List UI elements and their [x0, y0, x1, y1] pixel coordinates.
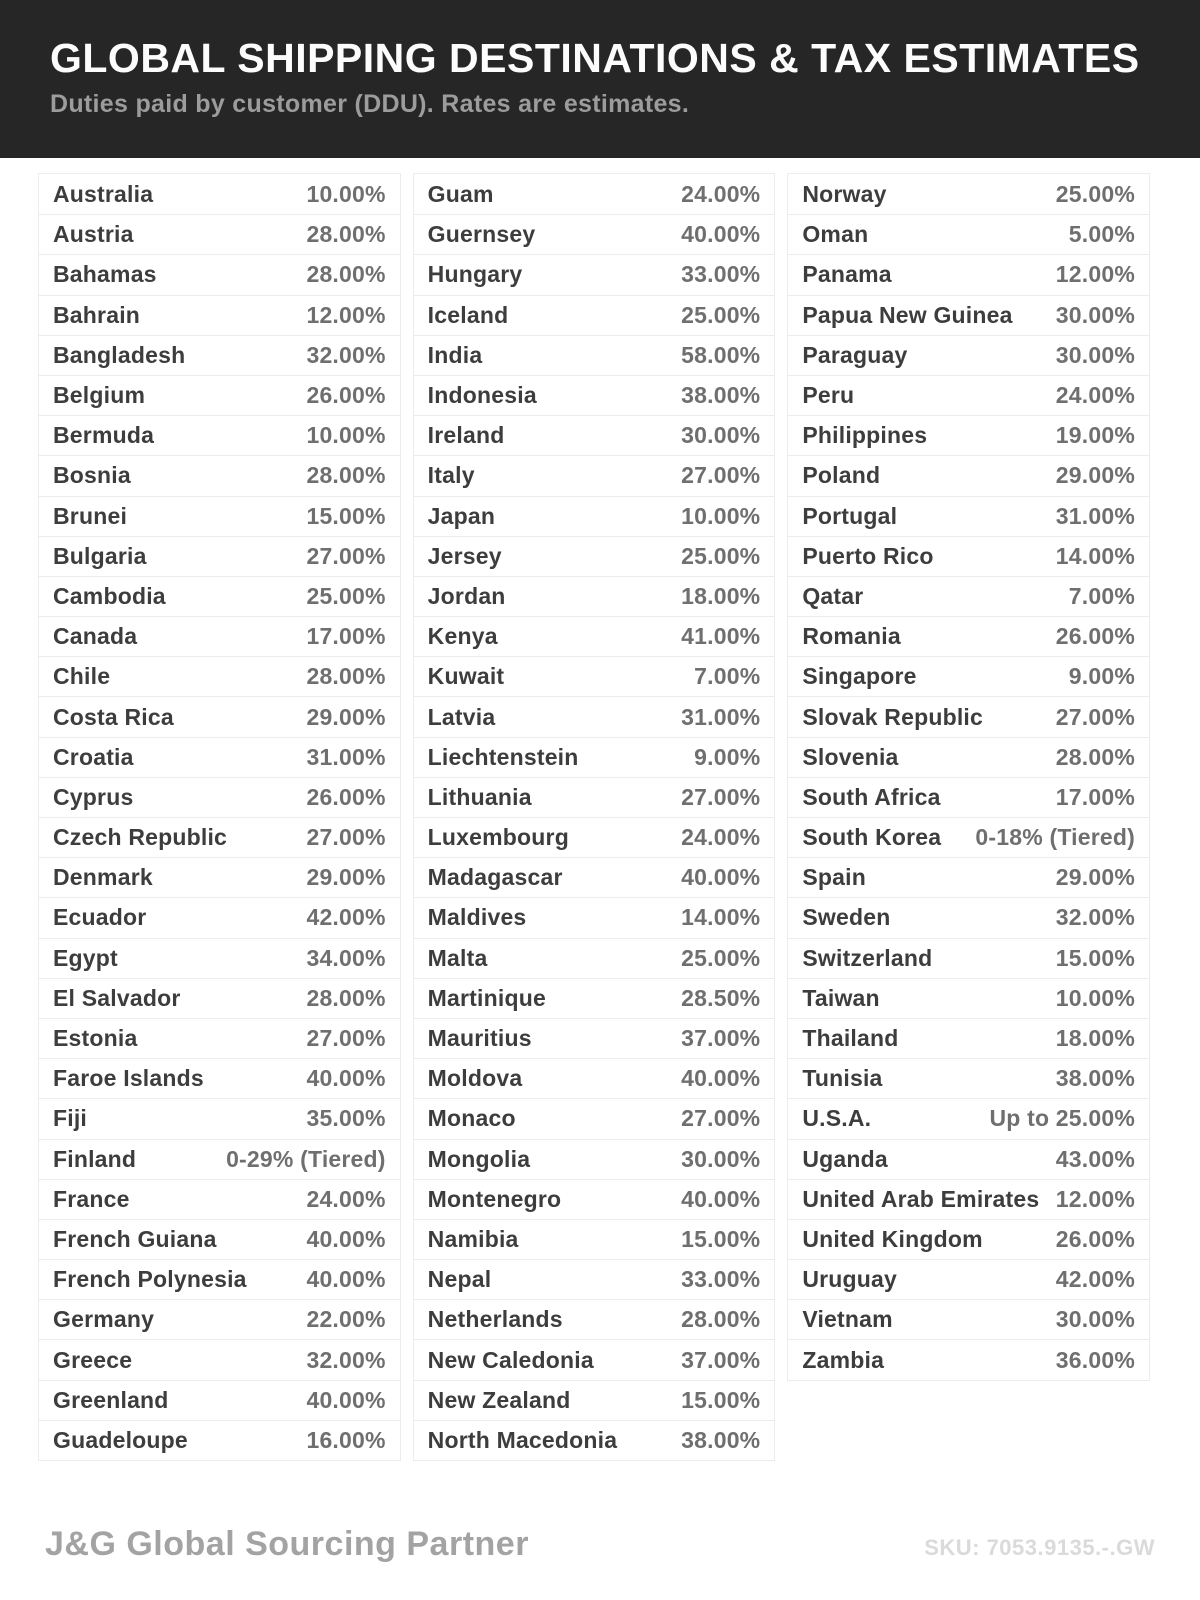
- tax-rate: 24.00%: [681, 180, 761, 207]
- country-name: Puerto Rico: [802, 542, 934, 569]
- country-name: Faroe Islands: [53, 1065, 204, 1092]
- table-row: [788, 1339, 1149, 1379]
- table-row: [788, 1299, 1149, 1339]
- table-row: [414, 576, 775, 616]
- table-row: [788, 335, 1149, 375]
- table-row: [788, 496, 1149, 536]
- tax-rate: 42.00%: [306, 904, 386, 931]
- tax-rate: 0-18% (Tiered): [975, 824, 1136, 851]
- table-column-2: [413, 173, 776, 1461]
- country-name: Chile: [53, 663, 111, 690]
- table-row: [414, 254, 775, 294]
- tax-rate: 37.00%: [681, 1025, 761, 1052]
- page-title: GLOBAL SHIPPING DESTINATIONS & TAX ESTIMATES: [50, 35, 1140, 81]
- country-name: Hungary: [427, 261, 523, 288]
- country-name: South Africa: [802, 783, 941, 810]
- tax-rate: 10.00%: [306, 422, 386, 449]
- tax-rate: 15.00%: [1055, 944, 1136, 971]
- tax-rate: 38.00%: [681, 1426, 761, 1453]
- country-name: Romania: [802, 623, 901, 650]
- tax-rate: 27.00%: [306, 542, 386, 569]
- country-name: Fiji: [53, 1105, 88, 1132]
- country-name: Switzerland: [802, 944, 933, 971]
- table-row: [414, 817, 775, 857]
- tax-rate: 27.00%: [1055, 703, 1136, 730]
- country-name: Czech Republic: [53, 824, 228, 851]
- table-row: [788, 897, 1149, 937]
- tax-rate: 10.00%: [681, 502, 761, 529]
- table-row: [414, 616, 775, 656]
- table-row: [39, 1139, 400, 1179]
- country-name: Moldova: [427, 1065, 523, 1092]
- tax-rate: 22.00%: [306, 1306, 386, 1333]
- country-name: Bahamas: [53, 261, 157, 288]
- tax-rate: 35.00%: [306, 1105, 386, 1132]
- table-row: [414, 1339, 775, 1379]
- table-row: [414, 174, 775, 214]
- table-row: [788, 415, 1149, 455]
- country-name: France: [53, 1185, 130, 1212]
- table-row: [788, 1179, 1149, 1219]
- tax-rate: 41.00%: [681, 623, 761, 650]
- country-name: Maldives: [427, 904, 527, 931]
- table-row: [39, 897, 400, 937]
- tax-rate: 27.00%: [306, 824, 386, 851]
- tax-rate: 17.00%: [1055, 783, 1136, 810]
- tax-rate: 40.00%: [306, 1386, 386, 1413]
- table-row: [39, 335, 400, 375]
- country-name: Sweden: [802, 904, 891, 931]
- country-name: Brunei: [53, 502, 128, 529]
- tax-rate: 38.00%: [1055, 1065, 1136, 1092]
- country-name: Jersey: [427, 542, 502, 569]
- tax-rate: 28.50%: [681, 984, 761, 1011]
- tax-rate: 29.00%: [1055, 864, 1136, 891]
- country-name: Uruguay: [802, 1266, 898, 1293]
- table-row: [39, 1299, 400, 1339]
- country-name: Nepal: [427, 1266, 492, 1293]
- country-name: Croatia: [53, 743, 134, 770]
- country-name: Bahrain: [53, 301, 141, 328]
- table-row: [788, 174, 1149, 214]
- table-row: [414, 1299, 775, 1339]
- table-row: [788, 1058, 1149, 1098]
- table-row: [414, 335, 775, 375]
- tax-rate: 25.00%: [306, 582, 386, 609]
- country-name: Portugal: [802, 502, 898, 529]
- tax-rate: 29.00%: [306, 864, 386, 891]
- tax-rate: 28.00%: [306, 984, 386, 1011]
- country-name: Slovak Republic: [802, 703, 984, 730]
- table-row: [788, 254, 1149, 294]
- table-row: [414, 1219, 775, 1259]
- table-row: [788, 978, 1149, 1018]
- table-row: [414, 1058, 775, 1098]
- table-row: [39, 214, 400, 254]
- tax-rate: 14.00%: [681, 904, 761, 931]
- country-name: Ireland: [427, 422, 505, 449]
- country-name: Indonesia: [427, 382, 537, 409]
- country-name: Uganda: [802, 1145, 888, 1172]
- table-row: [788, 656, 1149, 696]
- country-name: Philippines: [802, 422, 928, 449]
- tax-rate: 40.00%: [681, 221, 761, 248]
- tax-rate: 33.00%: [681, 261, 761, 288]
- table-row: [788, 1259, 1149, 1299]
- country-name: Paraguay: [802, 341, 908, 368]
- tax-rate: 15.00%: [681, 1225, 761, 1252]
- country-name: Madagascar: [427, 864, 563, 891]
- table-row: [39, 938, 400, 978]
- tax-rate: 27.00%: [306, 1025, 386, 1052]
- table-row: [414, 897, 775, 937]
- tax-rate: 33.00%: [681, 1266, 761, 1293]
- tax-rate: 40.00%: [681, 1185, 761, 1212]
- table-row: [39, 817, 400, 857]
- country-name: French Guiana: [53, 1225, 217, 1252]
- country-name: Luxembourg: [427, 824, 569, 851]
- sku-label: SKU: 7053.9135.-.GW: [924, 1535, 1155, 1560]
- tax-rate: Up to 25.00%: [989, 1105, 1136, 1132]
- country-name: Costa Rica: [53, 703, 174, 730]
- country-name: United Kingdom: [802, 1225, 983, 1252]
- table-row: [788, 1139, 1149, 1179]
- table-row: [39, 254, 400, 294]
- table-row: [39, 857, 400, 897]
- table-row: [788, 696, 1149, 736]
- country-name: Belgium: [53, 382, 146, 409]
- country-name: Slovenia: [802, 743, 899, 770]
- table-row: [788, 1018, 1149, 1058]
- table-row: [788, 1219, 1149, 1259]
- table-row: [39, 1018, 400, 1058]
- table-row: [788, 455, 1149, 495]
- tax-rate: 36.00%: [1055, 1346, 1136, 1373]
- brand-logo-text: J&G Global Sourcing Partner: [45, 1525, 529, 1563]
- table-row: [414, 1179, 775, 1219]
- table-row: [39, 656, 400, 696]
- table-row: [414, 375, 775, 415]
- tax-rate: 27.00%: [681, 462, 761, 489]
- table-row: [414, 978, 775, 1018]
- tax-rate: 26.00%: [306, 382, 386, 409]
- country-name: Cyprus: [53, 783, 134, 810]
- country-name: Lithuania: [427, 783, 532, 810]
- table-row: [414, 455, 775, 495]
- tax-rate: 32.00%: [306, 341, 386, 368]
- table-row: [788, 576, 1149, 616]
- tax-rate: 19.00%: [1055, 422, 1136, 449]
- tax-rate: 26.00%: [306, 783, 386, 810]
- country-name: Bosnia: [53, 462, 131, 489]
- tax-rate: 28.00%: [306, 663, 386, 690]
- tax-rate: 15.00%: [306, 502, 386, 529]
- footer: [45, 1525, 1155, 1564]
- tax-rate: 26.00%: [1055, 623, 1136, 650]
- tax-rate: 5.00%: [1068, 221, 1136, 248]
- country-name: Peru: [802, 382, 855, 409]
- table-row: [414, 857, 775, 897]
- country-name: Kuwait: [427, 663, 505, 690]
- table-row: [39, 1098, 400, 1138]
- country-name: Canada: [53, 623, 138, 650]
- table-row: [39, 375, 400, 415]
- country-name: New Caledonia: [427, 1346, 594, 1373]
- country-name: Spain: [802, 864, 866, 891]
- tax-rate: 7.00%: [1068, 582, 1136, 609]
- tax-rate: 28.00%: [306, 261, 386, 288]
- country-name: Jordan: [427, 582, 506, 609]
- table-row: [414, 1259, 775, 1299]
- tax-rate: 27.00%: [681, 783, 761, 810]
- tax-rate: 34.00%: [306, 944, 386, 971]
- table-row: [414, 1098, 775, 1138]
- tax-rate: 38.00%: [681, 382, 761, 409]
- table-row: [414, 496, 775, 536]
- tax-rate: 27.00%: [681, 1105, 761, 1132]
- tax-rate: 15.00%: [681, 1386, 761, 1413]
- table-row: [788, 536, 1149, 576]
- country-name: Namibia: [427, 1225, 519, 1252]
- table-row: [39, 696, 400, 736]
- tax-rate: 25.00%: [681, 944, 761, 971]
- table-row: [39, 415, 400, 455]
- country-name: Germany: [53, 1306, 155, 1333]
- country-name: Poland: [802, 462, 881, 489]
- table-row: [414, 1380, 775, 1420]
- table-row: [414, 295, 775, 335]
- country-name: Egypt: [53, 944, 118, 971]
- tax-rate: 31.00%: [1055, 502, 1136, 529]
- table-row: [788, 214, 1149, 254]
- tax-rate: 24.00%: [1055, 382, 1136, 409]
- tax-rate-table: [38, 173, 1150, 1461]
- country-name: Bermuda: [53, 422, 155, 449]
- country-name: Japan: [427, 502, 496, 529]
- table-row: [39, 1380, 400, 1420]
- header-banner: [0, 0, 1200, 158]
- table-row: [788, 817, 1149, 857]
- country-name: Australia: [53, 180, 154, 207]
- country-name: New Zealand: [427, 1386, 571, 1413]
- country-name: Guernsey: [427, 221, 536, 248]
- tax-rate: 42.00%: [1055, 1266, 1136, 1293]
- table-row: [788, 375, 1149, 415]
- tax-rate: 25.00%: [1055, 180, 1136, 207]
- table-row: [788, 1098, 1149, 1138]
- country-name: Norway: [802, 180, 887, 207]
- table-row: [788, 777, 1149, 817]
- tax-rate: 40.00%: [681, 1065, 761, 1092]
- table-row: [39, 1058, 400, 1098]
- tax-rate: 7.00%: [694, 663, 761, 690]
- country-name: Finland: [53, 1145, 137, 1172]
- country-name: Tunisia: [802, 1065, 883, 1092]
- table-row: [39, 777, 400, 817]
- country-name: Singapore: [802, 663, 917, 690]
- tax-rate: 10.00%: [1055, 984, 1136, 1011]
- table-row: [39, 1259, 400, 1299]
- table-row: [39, 1420, 400, 1460]
- table-row: [39, 576, 400, 616]
- table-column-3: [787, 173, 1150, 1381]
- tax-rate: 28.00%: [1055, 743, 1136, 770]
- tax-rate: 32.00%: [1055, 904, 1136, 931]
- table-row: [39, 496, 400, 536]
- tax-rate: 12.00%: [306, 301, 386, 328]
- tax-rate: 40.00%: [306, 1225, 386, 1252]
- tax-rate: 30.00%: [1055, 1306, 1136, 1333]
- table-column-1: [38, 173, 401, 1461]
- table-row: [39, 295, 400, 335]
- table-row: [39, 174, 400, 214]
- country-name: Montenegro: [427, 1185, 562, 1212]
- tax-rate: 18.00%: [1055, 1025, 1136, 1052]
- page-subtitle: Duties paid by customer (DDU). Rates are estimates.: [50, 90, 690, 119]
- table-row: [788, 857, 1149, 897]
- country-name: United Arab Emirates: [802, 1185, 1040, 1212]
- tax-rate: 25.00%: [681, 542, 761, 569]
- country-name: Estonia: [53, 1025, 138, 1052]
- tax-rate: 12.00%: [1055, 1185, 1136, 1212]
- country-name: Guam: [427, 180, 494, 207]
- tax-rate: 31.00%: [306, 743, 386, 770]
- table-row: [414, 696, 775, 736]
- table-row: [39, 737, 400, 777]
- table-row: [414, 1420, 775, 1460]
- country-name: Greenland: [53, 1386, 169, 1413]
- table-row: [39, 1179, 400, 1219]
- country-name: Zambia: [802, 1346, 885, 1373]
- table-row: [788, 616, 1149, 656]
- country-name: U.S.A.: [802, 1105, 872, 1132]
- table-row: [39, 1339, 400, 1379]
- country-name: Panama: [802, 261, 892, 288]
- table-row: [414, 656, 775, 696]
- country-name: Liechtenstein: [427, 743, 579, 770]
- country-name: Kenya: [427, 623, 498, 650]
- country-name: Bulgaria: [53, 542, 147, 569]
- table-row: [414, 536, 775, 576]
- country-name: Greece: [53, 1346, 133, 1373]
- tax-rate: 30.00%: [1055, 301, 1136, 328]
- tax-rate: 9.00%: [1068, 663, 1136, 690]
- tax-rate: 30.00%: [1055, 341, 1136, 368]
- country-name: Netherlands: [427, 1306, 563, 1333]
- country-name: Mauritius: [427, 1025, 532, 1052]
- table-row: [414, 1139, 775, 1179]
- tax-rate: 43.00%: [1055, 1145, 1136, 1172]
- country-name: South Korea: [802, 824, 942, 851]
- table-row: [414, 1018, 775, 1058]
- table-row: [414, 737, 775, 777]
- country-name: Cambodia: [53, 582, 166, 609]
- tax-rate: 14.00%: [1055, 542, 1136, 569]
- tax-rate: 31.00%: [681, 703, 761, 730]
- tax-rate: 28.00%: [306, 462, 386, 489]
- country-name: Papua New Guinea: [802, 301, 1013, 328]
- table-row: [788, 737, 1149, 777]
- tax-rate: 25.00%: [681, 301, 761, 328]
- tax-rate: 17.00%: [306, 623, 386, 650]
- country-name: Malta: [427, 944, 488, 971]
- tax-rate: 18.00%: [681, 582, 761, 609]
- table-row: [788, 295, 1149, 335]
- table-row: [39, 1219, 400, 1259]
- country-name: Austria: [53, 221, 134, 248]
- tax-rate: 16.00%: [306, 1426, 386, 1453]
- tax-rate: 28.00%: [306, 221, 386, 248]
- country-name: El Salvador: [53, 984, 181, 1011]
- tax-rate: 26.00%: [1055, 1225, 1136, 1252]
- tax-rate: 29.00%: [306, 703, 386, 730]
- tax-rate: 9.00%: [694, 743, 761, 770]
- country-name: Ecuador: [53, 904, 147, 931]
- country-name: Martinique: [427, 984, 546, 1011]
- tax-rate: 37.00%: [681, 1346, 761, 1373]
- country-name: Oman: [802, 221, 869, 248]
- tax-rate: 24.00%: [681, 824, 761, 851]
- table-row: [39, 978, 400, 1018]
- table-row: [788, 938, 1149, 978]
- country-name: French Polynesia: [53, 1266, 247, 1293]
- table-row: [39, 455, 400, 495]
- table-row: [414, 214, 775, 254]
- tax-rate: 32.00%: [306, 1346, 386, 1373]
- tax-rate: 40.00%: [306, 1065, 386, 1092]
- table-row: [414, 777, 775, 817]
- tax-rate: 30.00%: [681, 422, 761, 449]
- tax-rate: 10.00%: [306, 180, 386, 207]
- country-name: Bangladesh: [53, 341, 186, 368]
- tax-rate: 24.00%: [306, 1185, 386, 1212]
- country-name: Iceland: [427, 301, 509, 328]
- tax-rate: 30.00%: [681, 1145, 761, 1172]
- country-name: Latvia: [427, 703, 496, 730]
- country-name: North Macedonia: [427, 1426, 618, 1453]
- table-row: [414, 938, 775, 978]
- country-name: Mongolia: [427, 1145, 531, 1172]
- country-name: Monaco: [427, 1105, 516, 1132]
- table-row: [39, 536, 400, 576]
- table-row: [39, 616, 400, 656]
- tax-rate: 0-29% (Tiered): [226, 1145, 386, 1172]
- country-name: Thailand: [802, 1025, 899, 1052]
- tax-rate: 40.00%: [681, 864, 761, 891]
- table-row: [414, 415, 775, 455]
- tax-rate: 29.00%: [1055, 462, 1136, 489]
- country-name: India: [427, 341, 483, 368]
- country-name: Italy: [427, 462, 475, 489]
- country-name: Qatar: [802, 582, 864, 609]
- country-name: Guadeloupe: [53, 1426, 188, 1453]
- tax-rate: 12.00%: [1055, 261, 1136, 288]
- tax-rate: 28.00%: [681, 1306, 761, 1333]
- tax-rate: 58.00%: [681, 341, 761, 368]
- tax-rate: 40.00%: [306, 1266, 386, 1293]
- country-name: Denmark: [53, 864, 153, 891]
- country-name: Vietnam: [802, 1306, 893, 1333]
- country-name: Taiwan: [802, 984, 880, 1011]
